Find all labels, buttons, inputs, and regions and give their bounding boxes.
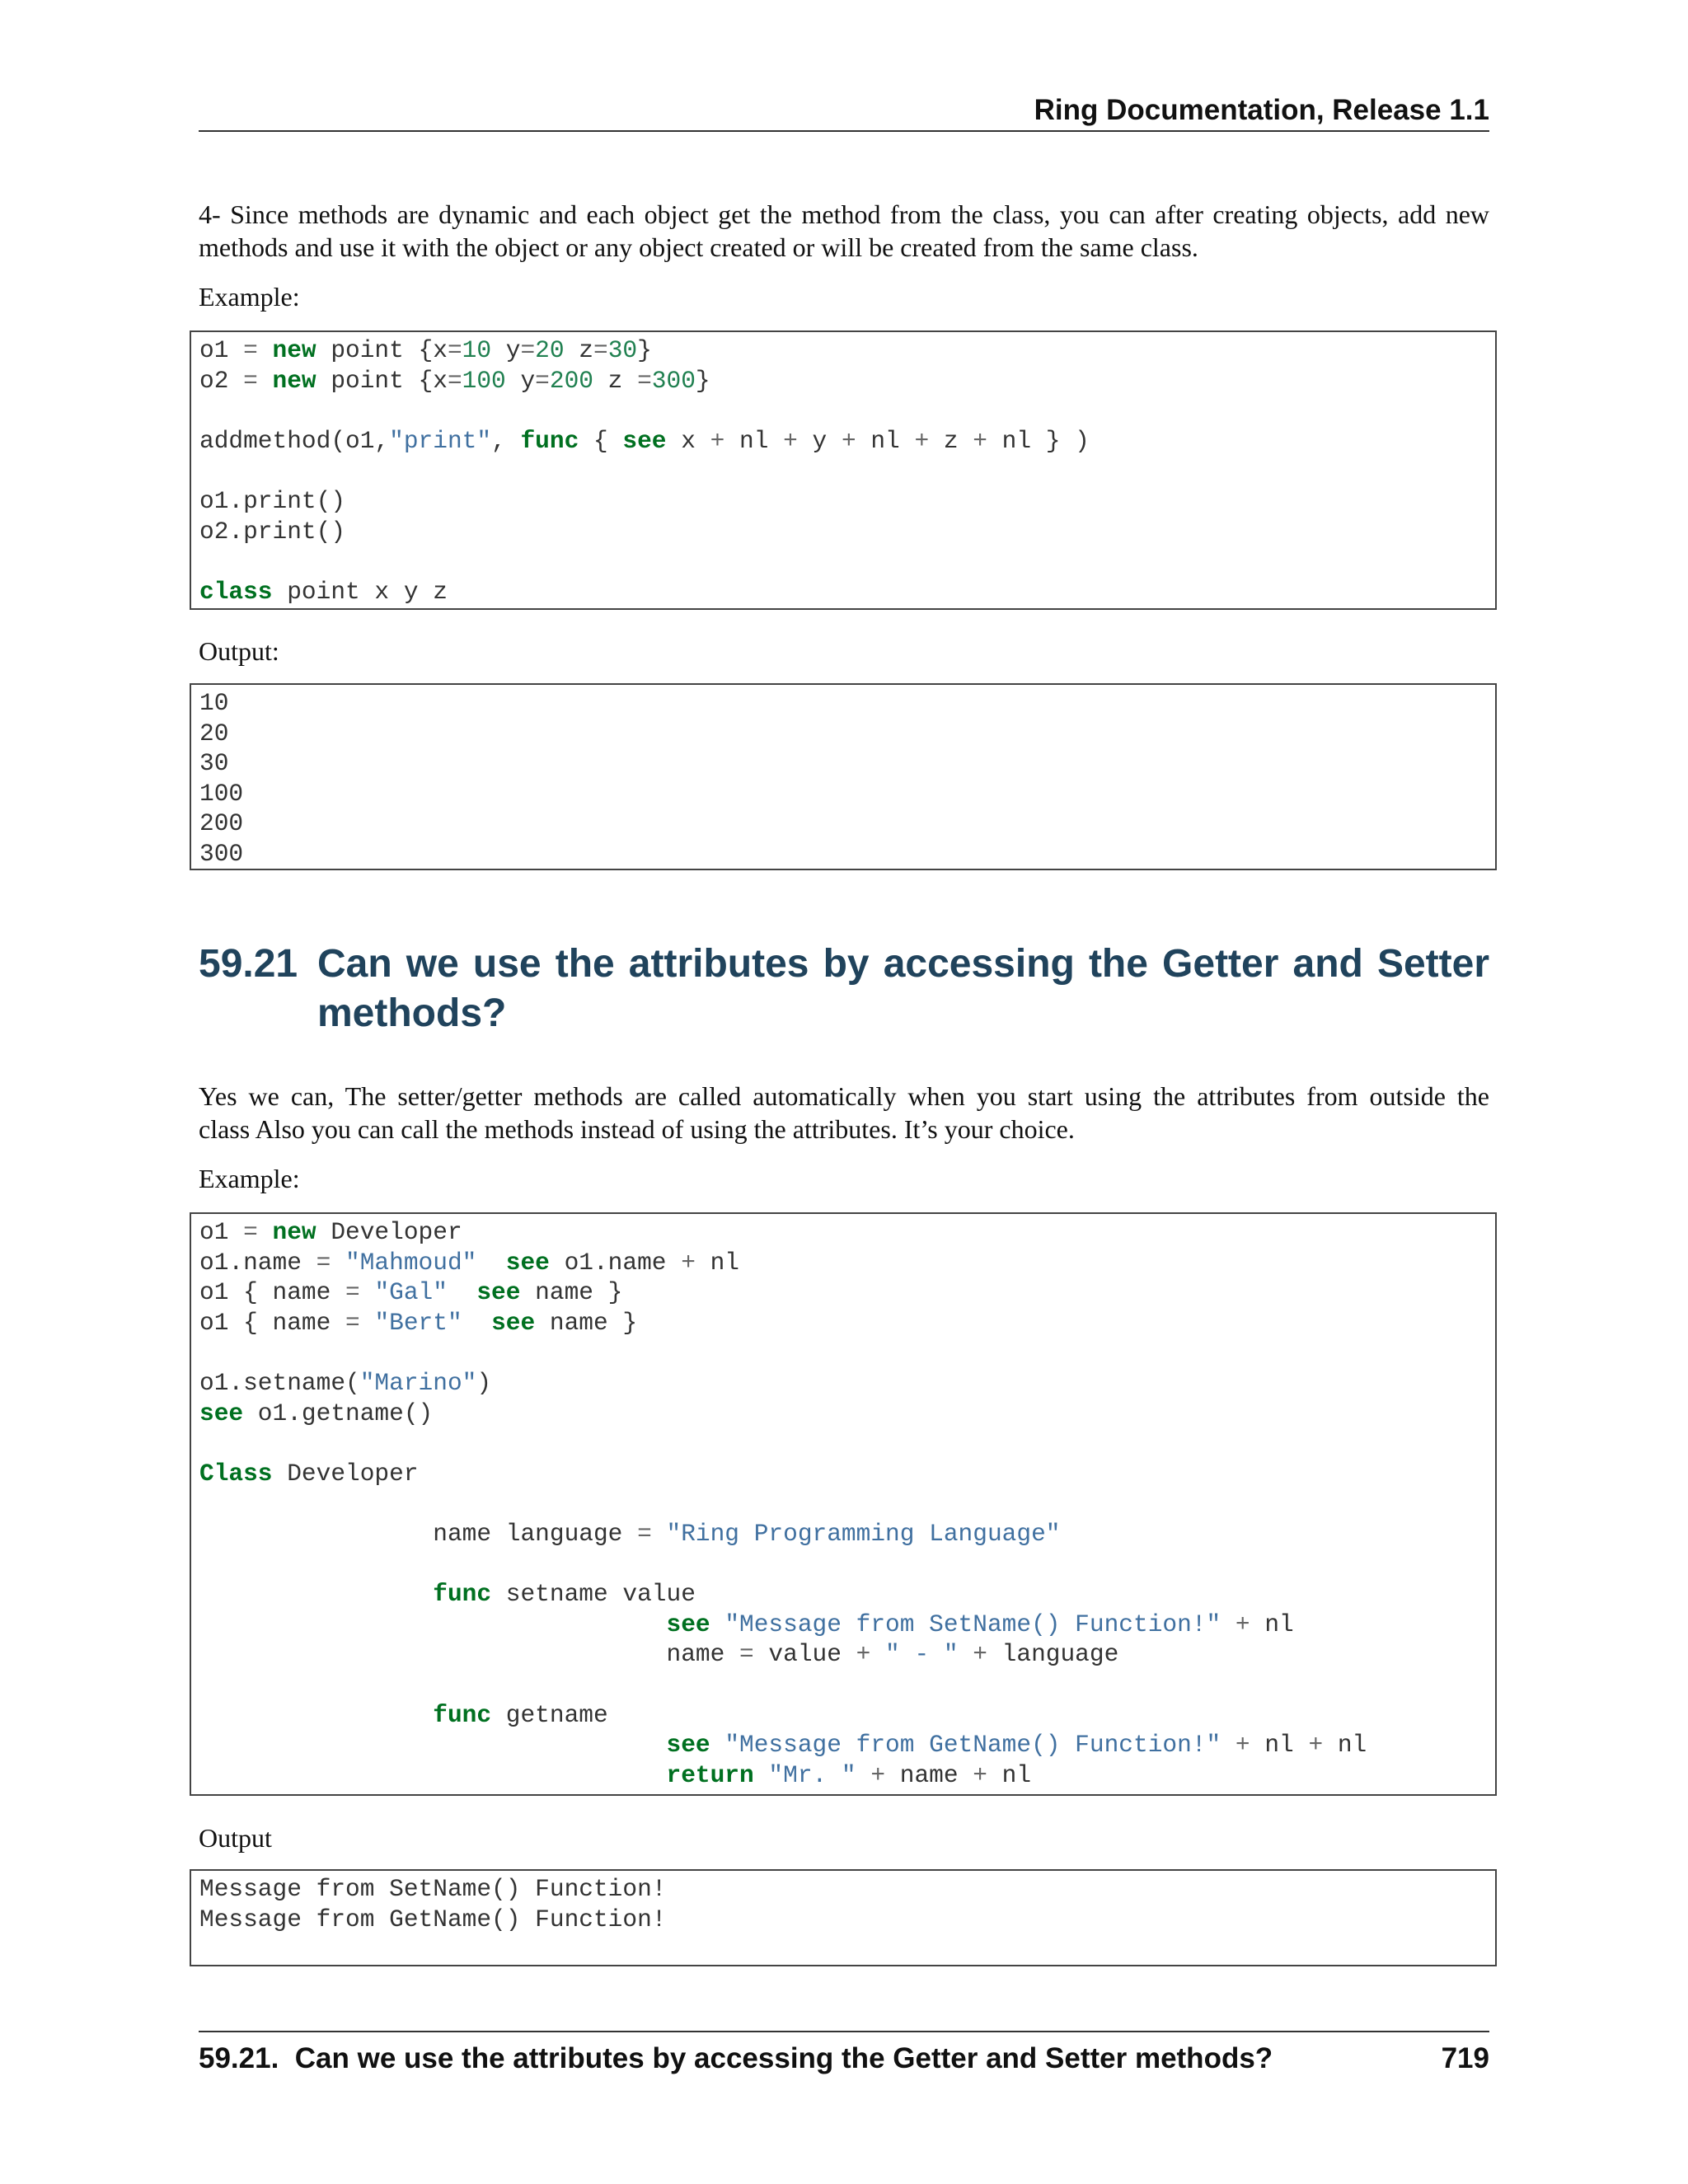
output-line: Message from GetName() Function! <box>199 1905 667 1933</box>
code-operator: + <box>973 1640 987 1669</box>
footer-rule <box>199 2031 1489 2032</box>
code-text: nl <box>724 426 784 455</box>
code-line <box>199 1520 1060 1548</box>
code-text: Developer <box>272 1459 419 1488</box>
code-text <box>710 1731 725 1759</box>
section-title-line-2: methods? <box>317 991 507 1035</box>
code-text: o1 <box>199 1218 244 1246</box>
code-text: point x y z <box>272 577 448 606</box>
code-text: nl <box>856 426 915 455</box>
section-para-line-2: class Also you can call the methods instead of using the attributes. It’s your choice. <box>199 1114 1075 1144</box>
code-text: o1 { name <box>199 1278 346 1307</box>
output-label-1: Output: <box>199 636 279 666</box>
code-text: o2 <box>199 366 244 395</box>
code-operator: = <box>535 366 550 395</box>
code-text: nl <box>1250 1731 1309 1760</box>
code-text: name language <box>199 1519 638 1548</box>
code-operator: + <box>1308 1731 1324 1760</box>
code-operator: = <box>316 1248 331 1277</box>
code-text <box>199 1761 667 1789</box>
code-text <box>476 1249 505 1277</box>
code-text: addmethod(o1, <box>199 426 390 455</box>
code-operator: + <box>1235 1731 1250 1760</box>
code-text: name <box>199 1640 740 1669</box>
document-page <box>199 0 1489 2184</box>
intro-paragraph <box>199 198 1489 264</box>
code-text <box>258 367 273 395</box>
code-text: nl <box>1323 1731 1367 1760</box>
output-block-2 <box>190 1869 1497 1966</box>
code-string: "print" <box>389 426 492 455</box>
code-operator: = <box>520 336 536 364</box>
code-line <box>199 1640 1118 1668</box>
code-operator: = <box>637 366 652 395</box>
code-operator: = <box>243 336 258 364</box>
code-block-2 <box>190 1212 1497 1796</box>
code-keyword: new <box>272 366 316 395</box>
code-keyword: see <box>476 1278 521 1307</box>
intro-line-2: methods and use it with the object or any object created or will be created from the same class. <box>199 232 1198 262</box>
code-text <box>710 1610 725 1638</box>
section-para-line-1: Yes we can, The setter/getter methods are called automatically when you start using the attributes from outside the <box>199 1081 1489 1111</box>
code-text: o1 <box>199 336 244 364</box>
code-text <box>331 1249 345 1277</box>
code-line <box>199 1610 1294 1638</box>
code-text <box>199 1610 667 1638</box>
code-operator: = <box>739 1640 754 1669</box>
code-keyword: see <box>666 1731 710 1760</box>
code-line <box>199 1399 433 1427</box>
output-line: 30 <box>199 749 229 778</box>
code-operator: + <box>1235 1610 1250 1638</box>
code-string: "Marino" <box>359 1368 477 1397</box>
code-text: o1 { name <box>199 1308 346 1337</box>
code-operator: + <box>841 426 856 455</box>
code-number: 200 <box>549 366 593 395</box>
output-line: 10 <box>199 689 229 717</box>
code-text: value <box>753 1640 856 1669</box>
code-text: o2.print() <box>199 517 346 546</box>
code-string: "Mahmoud" <box>345 1248 477 1277</box>
code-text: getname <box>491 1700 608 1729</box>
code-keyword: Class <box>199 1459 273 1488</box>
code-text: o1.name <box>199 1248 316 1277</box>
section-title <box>317 940 1489 1038</box>
page-number: 719 <box>1441 2042 1489 2074</box>
running-header: Ring Documentation, Release 1.1 <box>1034 94 1489 126</box>
output-line: 20 <box>199 719 229 748</box>
code-text: point {x <box>316 366 448 395</box>
code-operator: = <box>345 1308 360 1337</box>
code-line <box>199 1701 608 1729</box>
code-text: language <box>987 1640 1119 1669</box>
code-operator: + <box>870 1760 886 1789</box>
code-text: x <box>666 426 710 455</box>
code-operator: = <box>447 336 462 364</box>
code-keyword: return <box>666 1760 754 1789</box>
code-text: setname value <box>491 1580 696 1609</box>
code-keyword: new <box>272 336 316 364</box>
output-line: 300 <box>199 839 244 868</box>
code-text <box>870 1640 885 1668</box>
code-string: "Ring Programming Language" <box>666 1519 1061 1548</box>
code-line <box>199 367 710 395</box>
output-line: Message from SetName() Function! <box>199 1875 667 1903</box>
code-number: 100 <box>462 366 506 395</box>
code-text <box>652 1520 667 1548</box>
code-text: o1.setname( <box>199 1368 360 1397</box>
code-string: "Message from SetName() Function!" <box>724 1610 1221 1638</box>
code-operator: + <box>856 1640 871 1669</box>
code-operator: = <box>637 1519 652 1548</box>
code-line <box>199 578 448 606</box>
code-text: name } <box>520 1278 623 1307</box>
code-text: { <box>579 426 623 455</box>
section-number: 59.21 <box>199 942 298 986</box>
code-string: "Message from GetName() Function!" <box>724 1731 1221 1760</box>
code-text: o1.print() <box>199 486 346 515</box>
code-text: name } <box>535 1308 638 1337</box>
code-text: z <box>593 366 638 395</box>
code-keyword: func <box>433 1700 492 1729</box>
code-operator: + <box>710 426 725 455</box>
output-line: 200 <box>199 809 244 838</box>
code-listing-2 <box>191 1214 1495 1790</box>
code-string: "Gal" <box>374 1278 448 1307</box>
code-keyword: func <box>433 1580 492 1609</box>
code-text: y <box>491 336 521 364</box>
code-text <box>754 1761 769 1789</box>
code-text: Developer <box>316 1218 462 1246</box>
code-text <box>258 336 273 364</box>
header-rule <box>199 130 1489 132</box>
code-operator: = <box>345 1278 360 1307</box>
code-line <box>199 1218 462 1246</box>
code-line <box>199 1369 491 1397</box>
code-line <box>199 1249 739 1277</box>
code-operator: = <box>243 366 258 395</box>
code-line <box>199 1278 622 1306</box>
code-text: nl } ) <box>987 426 1090 455</box>
intro-line-1: 4- Since methods are dynamic and each object get the method from the class, you can after creating objects, add new <box>199 199 1489 229</box>
code-number: 10 <box>462 336 492 364</box>
output-block-1 <box>190 683 1497 870</box>
code-keyword: see <box>491 1308 536 1337</box>
code-text <box>959 1640 973 1668</box>
code-text: nl <box>695 1248 740 1277</box>
code-text: ) <box>476 1368 492 1397</box>
code-text <box>1221 1731 1236 1759</box>
code-line <box>199 1761 1031 1789</box>
code-string: " - " <box>885 1640 959 1669</box>
example-label-2: Example: <box>199 1164 300 1193</box>
code-keyword: class <box>199 577 273 606</box>
code-text <box>258 1218 273 1246</box>
section-title-line-1: Can we use the attributes by accessing the Getter and Setter <box>317 942 1489 986</box>
code-line <box>199 487 345 515</box>
code-line <box>199 1580 696 1608</box>
code-text <box>360 1309 375 1337</box>
output-listing-2 <box>191 1871 1495 1934</box>
code-operator: = <box>593 336 608 364</box>
code-keyword: see <box>622 426 667 455</box>
code-text: o1.getname() <box>243 1399 434 1427</box>
code-string: "Mr. " <box>768 1760 856 1789</box>
code-operator: = <box>243 1218 258 1246</box>
code-line <box>199 518 345 546</box>
code-text <box>856 1761 871 1789</box>
code-operator: = <box>447 366 462 395</box>
code-line <box>199 1309 637 1337</box>
code-operator: + <box>783 426 798 455</box>
code-operator: + <box>973 426 987 455</box>
footer-section-title: 59.21. Can we use the attributes by accessing the Getter and Setter methods? <box>199 2042 1273 2074</box>
code-text: name <box>885 1760 973 1789</box>
code-text <box>199 1701 433 1729</box>
code-keyword: see <box>199 1399 244 1427</box>
code-text: z <box>564 336 593 364</box>
code-operator: + <box>681 1248 696 1277</box>
code-line <box>199 1460 419 1488</box>
output-line: 100 <box>199 779 244 808</box>
code-number: 30 <box>607 336 638 364</box>
code-text <box>360 1278 375 1306</box>
code-line <box>199 1731 1367 1759</box>
code-text: y <box>797 426 842 455</box>
code-keyword: new <box>272 1218 316 1246</box>
code-text <box>199 1731 667 1759</box>
code-keyword: see <box>505 1248 550 1277</box>
code-operator: + <box>973 1760 987 1789</box>
output-listing-1 <box>191 685 1495 869</box>
section-paragraph <box>199 1080 1489 1146</box>
code-keyword: func <box>520 426 579 455</box>
code-line <box>199 336 652 364</box>
code-text <box>1221 1610 1236 1638</box>
code-text: point {x <box>316 336 448 364</box>
code-string: "Bert" <box>374 1308 462 1337</box>
code-listing-1 <box>191 332 1495 607</box>
code-number: 300 <box>651 366 696 395</box>
code-line <box>199 427 1090 455</box>
code-text: nl <box>987 1760 1032 1789</box>
code-text: } <box>695 366 710 395</box>
code-text <box>448 1278 476 1306</box>
code-text: } <box>637 336 652 364</box>
output-label-2: Output <box>199 1823 272 1853</box>
code-keyword: see <box>666 1610 710 1638</box>
code-text <box>462 1309 491 1337</box>
code-text <box>199 1580 433 1608</box>
code-text: o1.name <box>549 1248 682 1277</box>
code-text: , <box>491 426 521 455</box>
code-number: 20 <box>535 336 565 364</box>
code-text: y <box>505 366 536 395</box>
code-block-1 <box>190 330 1497 610</box>
code-operator: + <box>914 426 930 455</box>
code-text: nl <box>1250 1610 1294 1638</box>
code-text: z <box>929 426 973 455</box>
example-label-1: Example: <box>199 282 300 312</box>
